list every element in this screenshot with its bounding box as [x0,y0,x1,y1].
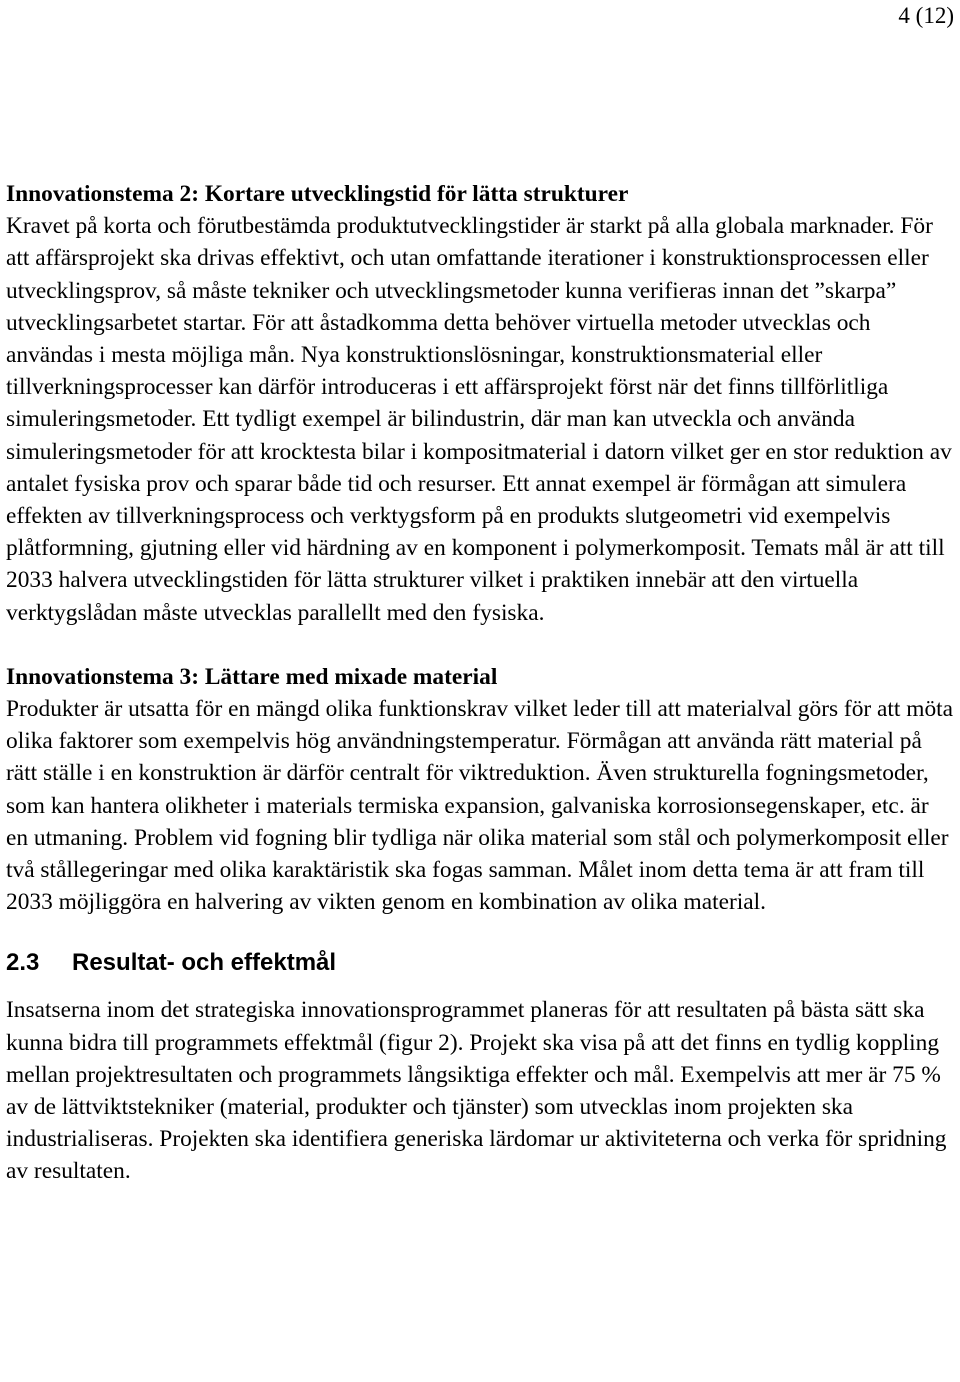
section-paragraph: Insatserna inom det strategiska innovationsprogrammet planeras för att resultaten på bästa sätt ska kunna bidra till programmets effektmål (figur 2). Projekt ska visa på att det finns en tydlig koppling mellan projektresultaten och programmets långsiktiga effekter och mål. Exempelvis att mer är 75 % av de lättviktstekniker (material, produkter och tjänster) som utvecklas inom projekten ska industrialiseras. Projekten ska identifiera generiska lärdomar ur aktiviteterna och verka för spridning av resultaten. [6,997,947,1185]
document-body [6,178,956,1188]
page-number: 4 (12) [898,3,954,28]
subsection-number: 2.3 [6,949,40,977]
section-paragraph: Produkter är utsatta för en mängd olika funktionskrav vilket leder till att materialval görs för att möta olika faktorer som exempelvis hög användningstemperatur. Förmågan att använda rätt material på rätt ställe i en konstruktion är därför centralt för viktreduktion. Även strukturella fogningsmetoder, som kan hantera olikheter i materials termiska expansion, galvaniska korrosionsegenskaper, etc. är en utmaning. Problem vid fogning blir tydliga när olika material som stål och polymerkomposit eller två stållegeringar med olika karaktäristik ska fogas samman. Målet inom detta tema är att fram till 2033 möjliggöra en halvering av vikten genom en kombination av olika material. [6,696,954,916]
section-innovationstema-3 [6,661,956,919]
subsection-heading [6,948,956,978]
section-innovationstema-2 [6,178,956,629]
subsection-title: Resultat- och effektmål [72,949,337,977]
section-heading: Innovationstema 2: Kortare utvecklingstid för lätta strukturer [6,181,629,207]
section-paragraph: Kravet på korta och förutbestämda produktutvecklingstider är starkt på alla globala marknader. För att affärsprojekt ska drivas effektivt, och utan omfattande iterationer i konstruktionsprocessen eller utvecklingsprov, så måste tekniker och utvecklingsmetoder kunna verifieras innan det ”skarpa” utvecklingsarbetet startar. För att åstadkomma detta behöver virtuella metoder utvecklas och användas i mesta möjliga mån. Nya konstruktionslösningar, konstruktionsmaterial eller tillverkningsprocesser kan därför introduceras i ett affärsprojekt först när det finns tillförlitliga simuleringsmetoder. Ett tydligt exempel är bilindustrin, där man kan utveckla och använda simuleringsmetoder för att krocktesta bilar i kompositmaterial i datorn vilket ger en stor reduktion av antalet fysiska prov och sparar både tid och resurser. Ett annat exempel är förmågan att simulera effekten av tillverkningsprocess och verktygsform på en produkts slutgeometri vid exempelvis plåtformning, gjutning eller vid härdning av en komponent i polymerkomposit. Temats mål är att till 2033 halvera utvecklingstiden för lätta strukturer vilket i praktiken innebär att den virtuella verktygslådan måste utvecklas parallellt med den fysiska. [6,213,952,626]
section-heading: Innovationstema 3: Lättare med mixade material [6,663,498,690]
section-2-3-resultat [6,948,956,1187]
